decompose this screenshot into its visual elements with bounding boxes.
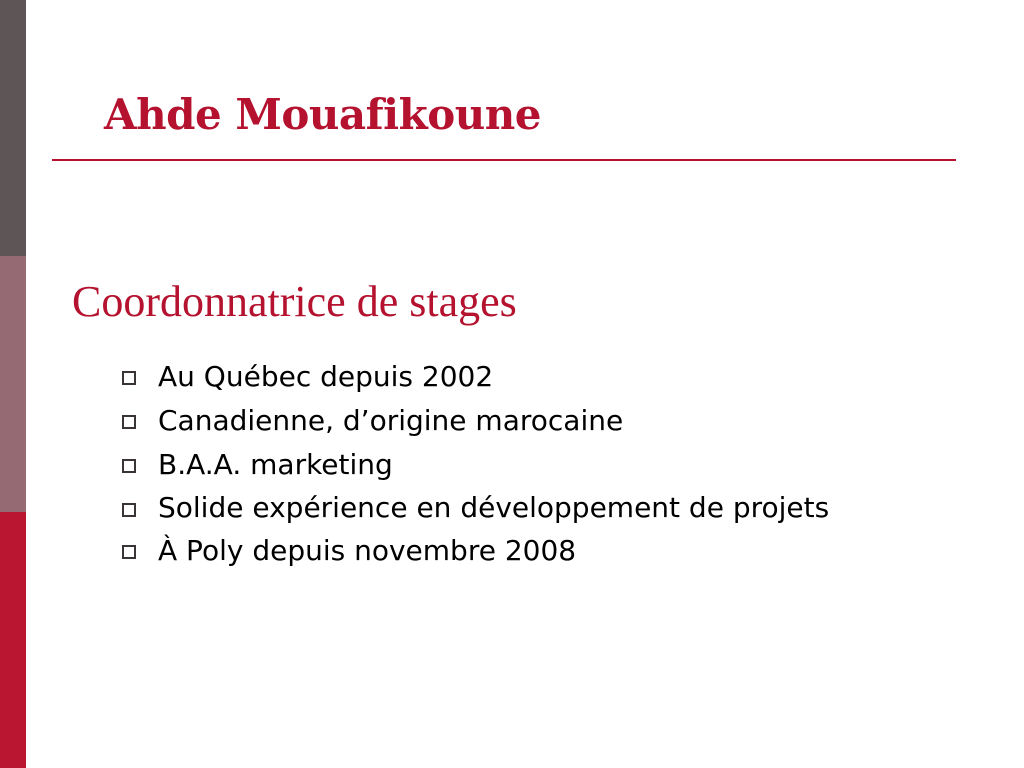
hollow-square-icon [122, 459, 136, 473]
bullet-text: B.A.A. marketing [158, 448, 393, 481]
bullet-text: Solide expérience en développement de projets [158, 491, 830, 524]
bullet-text: Au Québec depuis 2002 [158, 360, 494, 393]
title-divider [52, 159, 956, 161]
bullet-item [118, 358, 878, 396]
bullet-list [118, 358, 878, 576]
side-bar-bottom [0, 512, 26, 768]
slide-subtitle: Coordonnatrice de stages [72, 277, 517, 326]
bullet-item [118, 532, 878, 570]
hollow-square-icon [122, 415, 136, 429]
bullet-text: À Poly depuis novembre 2008 [158, 534, 577, 567]
hollow-square-icon [122, 545, 136, 559]
bullet-item [118, 490, 878, 526]
bullet-text: Canadienne, d’origine marocaine [158, 404, 624, 437]
hollow-square-icon [122, 371, 136, 385]
bullet-item [118, 402, 878, 440]
bullet-item [118, 446, 878, 484]
slide-title: Ahde Mouafikoune [104, 90, 542, 139]
hollow-square-icon [122, 503, 136, 517]
side-bar-middle [0, 256, 26, 512]
side-bar-top [0, 0, 26, 256]
